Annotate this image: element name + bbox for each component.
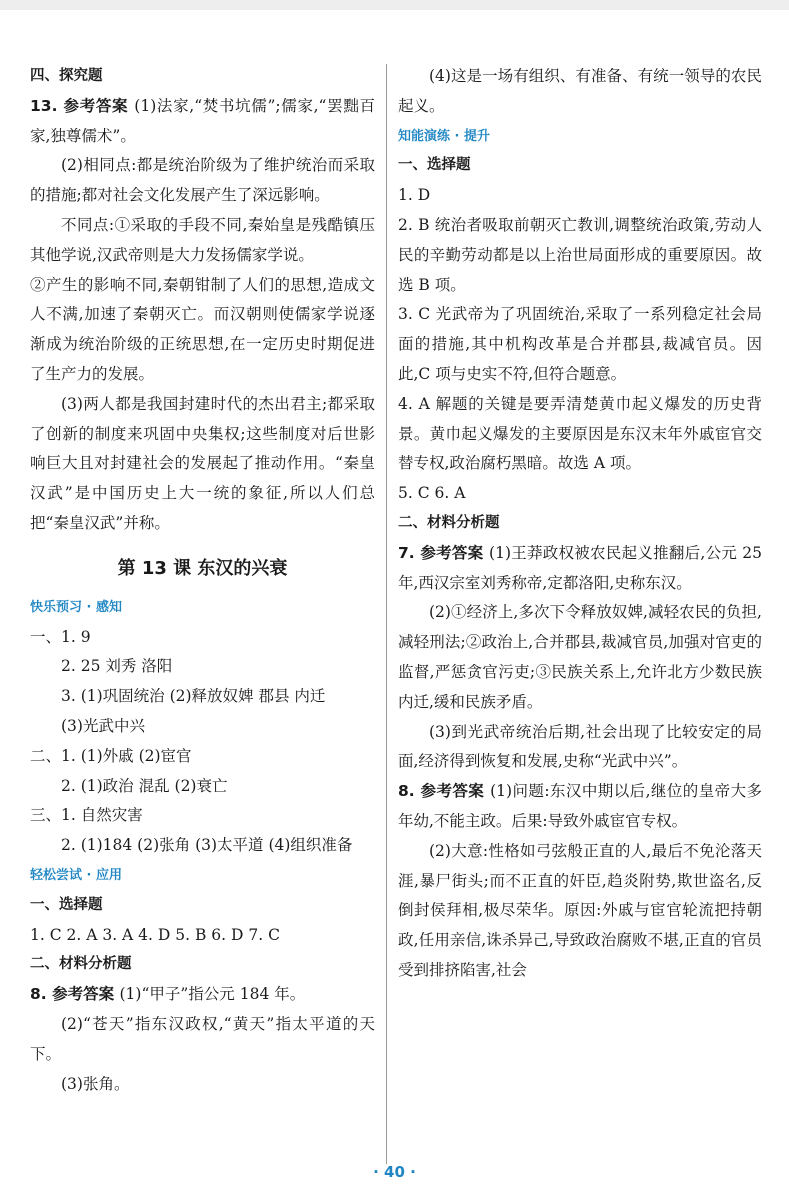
section-heading: 一、选择题 bbox=[398, 157, 471, 174]
question-number: 13. bbox=[30, 96, 64, 115]
answer-line: 2. 25 刘秀 洛阳 bbox=[61, 657, 173, 676]
answer-line: 2. (1)184 (2)张角 (3)太平道 (4)组织准备 bbox=[61, 836, 353, 855]
subsection-heading: 轻松尝试 · 应用 bbox=[30, 867, 122, 883]
right-column bbox=[398, 62, 762, 986]
section-heading: 二、材料分析题 bbox=[30, 956, 132, 973]
answer-line: 1. C 2. A 3. A 4. D 5. B 6. D 7. C bbox=[30, 925, 280, 944]
section-heading: 一、选择题 bbox=[30, 896, 103, 913]
paragraph: (2)“苍天”指东汉政权,“黄天”指太平道的天下。 bbox=[30, 1014, 375, 1063]
question-number: 8. bbox=[30, 985, 53, 1004]
answer-line: 1. D bbox=[398, 186, 431, 205]
answer-line: (3)光武中兴 bbox=[61, 716, 145, 735]
answer-text: (1)法家,“焚书坑儒”;儒家,“罢黜百家,独尊儒术”。 bbox=[30, 96, 375, 145]
answer-line: 3. (1)巩固统治 (2)释放奴婢 郡县 内迁 bbox=[61, 687, 326, 706]
question-number: 7. bbox=[398, 543, 421, 562]
answer-label: 参考答案 bbox=[420, 782, 491, 801]
answer-line: 二、1. (1)外戚 (2)宦官 bbox=[30, 746, 192, 765]
section-heading: 四、探究题 bbox=[30, 68, 103, 84]
section-heading: 二、材料分析题 bbox=[398, 514, 500, 531]
paragraph: (2)大意:性格如弓弦般正直的人,最后不免沦落天涯,暴尸街头;而不正直的奸臣,趋炎附势,欺世盗名,反倒封侯拜相,极尽荣华。原因:外戚与宦官轮流把持朝政,任用亲信,诛杀异己,导致政治腐败不堪,正直的官员受到排挤陷害,社会 bbox=[398, 841, 762, 979]
paragraph: (2)相同点:都是统治阶级为了维护统治而采取的措施;都对社会文化发展产生了深远影响。 bbox=[30, 156, 375, 205]
answer-text: (1)问题:东汉中期以后,继位的皇帝大多年幼,不能主政。后果:导致外戚宦官专权。 bbox=[398, 782, 763, 830]
paragraph: (3)两人都是我国封建时代的杰出君主;都采取了创新的制度来巩固中央集权;这些制度对后世影响巨大且对封建社会的发展起了推动作用。“秦皇汉武”是中国历史上大一统的象征,所以人们总把“秦皇汉武”并称。 bbox=[30, 394, 375, 532]
paragraph: (2)①经济上,多次下令释放奴婢,减轻农民的负担,减轻刑法;②政治上,合并郡县,裁减官员,加强对官吏的监督,严惩贪官污吏;③民族关系上,允许北方少数民族内迁,缓和民族矛盾。 bbox=[398, 603, 762, 711]
answer-label: 参考答案 bbox=[420, 543, 490, 562]
question-number: 8. bbox=[398, 782, 421, 801]
answer-line: 2. (1)政治 混乱 (2)衰亡 bbox=[61, 776, 228, 795]
answer-label: 参考答案 bbox=[63, 96, 135, 115]
left-column bbox=[30, 62, 375, 1099]
answer-line: 三、1. 自然灾害 bbox=[30, 806, 143, 825]
answer-line: 2. B 统治者吸取前朝灭亡教训,调整统治政策,劳动人民的辛勤劳动都是以上治世局面形成的重要原因。故选 B 项。 bbox=[398, 215, 762, 294]
subsection-heading: 知能演练 · 提升 bbox=[398, 128, 490, 144]
top-edge-strip bbox=[0, 0, 789, 10]
answer-item bbox=[30, 980, 375, 1010]
answer-line: 3. C 光武帝为了巩固统治,采取了一系列稳定社会局面的措施,其中机构改革是合并郡县,裁减官员。因此,C 项与史实不符,但符合题意。 bbox=[398, 305, 762, 383]
page-number: · 40 · bbox=[373, 1163, 416, 1181]
paragraph: 不同点:①采取的手段不同,秦始皇是残酷镇压其他学说,汉武帝则是大力发扬儒家学说。 bbox=[30, 215, 375, 264]
answer-line: 一、1. 9 bbox=[30, 627, 91, 646]
answer-item bbox=[398, 777, 762, 837]
lesson-title: 第 13 课 东汉的兴衰 bbox=[117, 557, 288, 579]
subsection-heading: 快乐预习 · 感知 bbox=[30, 599, 122, 615]
answer-text: (1)王莽政权被农民起义推翻后,公元 25 年,西汉宗室刘秀称帝,定都洛阳,史称东汉。 bbox=[398, 543, 762, 592]
answer-item bbox=[30, 92, 375, 152]
column-divider bbox=[386, 64, 387, 1164]
answer-line: ②产生的影响不同,秦朝钳制了人们的思想,造成文人不满,加速了秦朝灭亡。而汉朝则使儒家学说逐渐成为统治阶级的正统思想,在一定历史时期促进了生产力的发展。 bbox=[30, 275, 375, 383]
paragraph: (4)这是一场有组织、有准备、有统一领导的农民起义。 bbox=[398, 67, 762, 115]
paragraph: (3)张角。 bbox=[61, 1074, 130, 1093]
answer-item bbox=[398, 539, 762, 599]
answer-label: 参考答案 bbox=[52, 985, 120, 1004]
answer-text: (1)“甲子”指公元 184 年。 bbox=[119, 985, 306, 1004]
answer-line: 5. C 6. A bbox=[398, 484, 466, 503]
paragraph: (3)到光武帝统治后期,社会出现了比较安定的局面,经济得到恢复和发展,史称“光武中兴”。 bbox=[398, 722, 762, 771]
answer-line: 4. A 解题的关键是要弄清楚黄巾起义爆发的历史背景。黄巾起义爆发的主要原因是东汉末年外戚宦官交替专权,政治腐朽黑暗。故选 A 项。 bbox=[398, 394, 762, 473]
